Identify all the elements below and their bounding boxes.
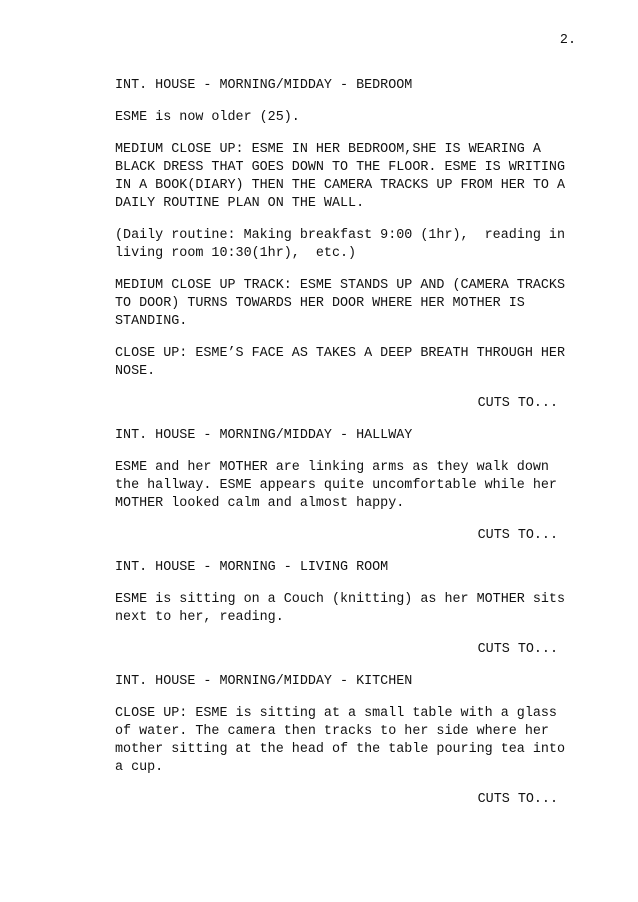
transition: CUTS TO... xyxy=(477,528,558,543)
page-number: 2. xyxy=(559,33,576,48)
action-line: ESME and her MOTHER are linking arms as they walk down the hallway. ESME appears quite uncomfortable while her MOTHER looked calm and almost happy. xyxy=(115,460,557,511)
scene-heading: INT. HOUSE - MORNING/MIDDAY - KITCHEN xyxy=(115,674,413,689)
transition: CUTS TO... xyxy=(477,396,558,411)
script-body xyxy=(115,77,565,823)
scene-heading: INT. HOUSE - MORNING - LIVING ROOM xyxy=(115,560,389,575)
action-line: CLOSE UP: ESME is sitting at a small table with a glass of water. The camera then tracks to her side where her mother sitting at the head of the table pouring tea into a cup. xyxy=(115,706,565,775)
transition: CUTS TO... xyxy=(477,792,558,807)
action-line: ESME is sitting on a Couch (knitting) as her MOTHER sits next to her, reading. xyxy=(115,592,565,625)
action-line: ESME is now older (25). xyxy=(115,110,300,125)
action-line: (Daily routine: Making breakfast 9:00 (1hr), reading in living room 10:30(1hr), etc.) xyxy=(115,228,565,261)
scene-heading: INT. HOUSE - MORNING/MIDDAY - HALLWAY xyxy=(115,428,413,443)
action-line: MEDIUM CLOSE UP TRACK: ESME STANDS UP AND (CAMERA TRACKS TO DOOR) TURNS TOWARDS HER DOOR WHERE HER MOTHER IS STANDING. xyxy=(115,278,565,329)
action-line: MEDIUM CLOSE UP: ESME IN HER BEDROOM,SHE IS WEARING A BLACK DRESS THAT GOES DOWN TO THE FLOOR. ESME IS WRITING IN A BOOK(DIARY) THEN THE CAMERA TRACKS UP FROM HER TO A DAILY ROUTINE PLAN ON THE WALL. xyxy=(115,142,565,211)
action-line: CLOSE UP: ESME’S FACE AS TAKES A DEEP BREATH THROUGH HER NOSE. xyxy=(115,346,565,379)
scene-heading: INT. HOUSE - MORNING/MIDDAY - BEDROOM xyxy=(115,78,413,93)
transition: CUTS TO... xyxy=(477,642,558,657)
